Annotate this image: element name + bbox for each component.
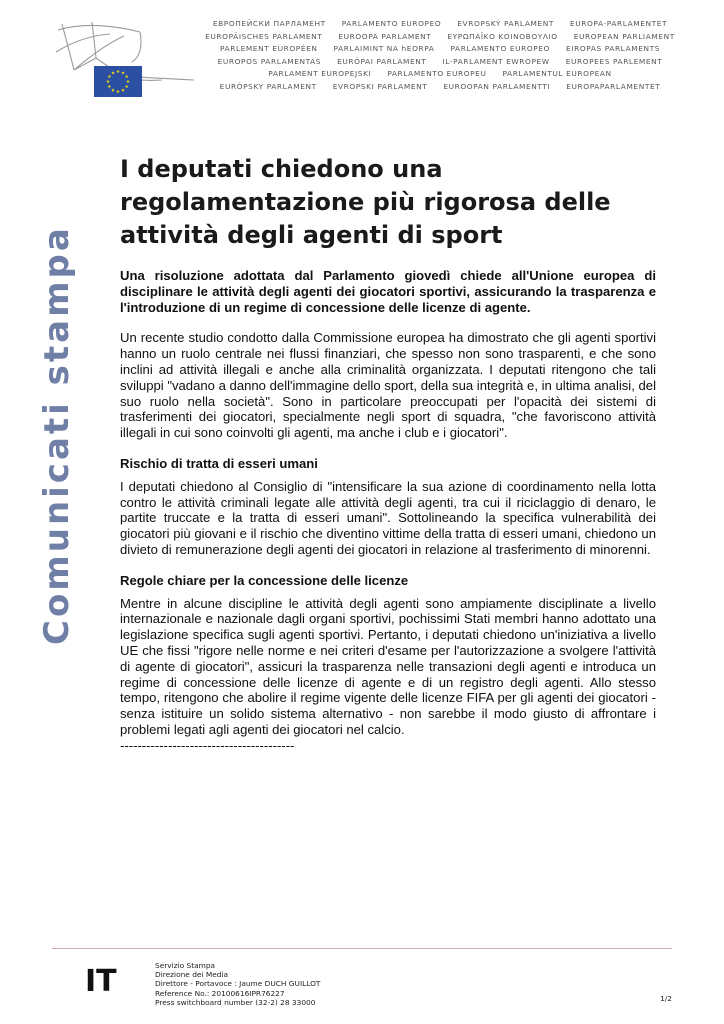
parliament-name: PARLAMENTUL EUROPEAN	[502, 69, 612, 79]
parliament-name: EUROPEAN PARLIAMENT	[573, 31, 675, 41]
parliament-names-row	[180, 31, 700, 44]
parliament-name: EUROPA-PARLAMENTET	[569, 19, 668, 28]
language-code: IT	[85, 964, 117, 999]
footer-divider	[52, 948, 672, 949]
parliament-name: PARLAMENTO EUROPEU	[387, 69, 487, 79]
footer-line: Servizio Stampa	[155, 961, 216, 970]
press-service-info	[155, 961, 320, 1007]
parliament-names-row	[180, 56, 700, 69]
footer-line: Direttore - Portavoce : Jaume DUCH GUILLOT	[155, 979, 321, 989]
page-number: 1/2	[660, 994, 672, 1003]
subheading-trafficking: Rischio di tratta di esseri umani	[120, 455, 318, 471]
parliament-name: ЕВРОПЕЙСКИ ПАРЛАМЕНТ	[212, 19, 326, 28]
parliament-name: PARLAMENT EUROPEJSKI	[268, 69, 372, 79]
parliament-name: EURÓPSKY PARLAMENT	[219, 81, 317, 91]
body-paragraph-2: I deputati chiedono al Consiglio di "intensificare la sua azione di coordinamento nella lotta contro le attività criminali legate alle attività degli agenti, tra cui il riciclaggio di denaro, le partite truccate e la tratta di esseri umani". Sottolineando la specifica vulnerabilità dei giocatori più giovani e il rischio che diventino vittime della tratta di esseri umani, chiedono un divieto di remunerazione degli agenti dei giocatori in relazione al trasferimento di minorenni.	[120, 478, 656, 557]
parliament-names-row	[180, 43, 700, 56]
parliament-name: EUROPOS PARLAMENTAS	[217, 56, 322, 66]
parliament-name: EUROOPA PARLAMENT	[338, 31, 432, 41]
body-paragraph-3: Mentre in alcune discipline le attività degli agenti sono ampiamente disciplinate a livello internazionale e nazionale dagli organi sportivi, pochissimi Stati membri hanno adottato una legislazione specifica sugli agenti sportivi. Pertanto, i deputati chiedono un'iniziativa a livello UE che fissi "rigore nelle norme e nei criteri d'esame per l'autorizzazione a svolgere l'attività di agente di giocatori", assicuri la trasparenza nelle transazioni degli agenti e introduca un regime di concessione delle licenze di agente e di un registro degli agenti. Allo stesso tempo, ritengono che abolire il regime vigente delle licenze FIFA per gli agenti dei giocatori - senza istituire un solido sistema alternativo - non sarebbe il modo giusto di affrontare i problemi legati agli agenti dei giocatori nel calcio.	[120, 595, 656, 737]
parliament-name: ΕΥΡΩΠΑΪΚΟ ΚΟΙΝΟΒΟΥΛΙΟ	[447, 31, 558, 41]
parliament-name: PARLAIMINT NA hEORPA	[333, 44, 435, 54]
parliament-name: PARLAMENTO EUROPEO	[341, 19, 442, 28]
lead-paragraph: Una risoluzione adottata dal Parlamento giovedì chiede all'Unione europea di disciplinare le attività degli agenti dei giocatori sportivi, assicurando la trasparenza e l'introduzione di un regime di concessione delle licenze di agente.	[120, 268, 656, 315]
subheading-licences: Regole chiare per la concessione delle licenze	[120, 572, 409, 588]
page-title: I deputati chiedono una regolamentazione più rigorosa delle attività degli agenti di sport	[120, 155, 611, 249]
side-title: Comunicati stampa	[37, 225, 77, 645]
parliament-name: PARLAMENTO EUROPEO	[450, 44, 551, 54]
parliament-name: PARLEMENT EUROPÉEN	[219, 44, 318, 54]
article-body	[120, 268, 656, 769]
body-paragraph-1: Un recente studio condotto dalla Commissione europea ha dimostrato che gli agenti sportivi hanno un ruolo centrale nei flussi finanziari, che spesso non sono trasparenti, e che sono inclini ad attività illegali e anche alla criminalità organizzata. I deputati ritengono che tali sviluppi "vadano a danno dell'immagine dello sport, della sua integrità e, in ultima analisi, del suo ruolo nella società". Sono in particolare preoccupati per l'opacità dei sistemi di trasferimenti dei giocatori, specialmente negli sport di squadra, "che favoriscono attività illegali in cui sono coinvolti gli agenti, ma anche i club e i giocatori".	[120, 330, 656, 441]
footer-line: Direzione dei Media	[155, 970, 229, 980]
parliament-name: EIROPAS PARLAMENTS	[566, 44, 661, 54]
parliament-name: EURÓPAI PARLAMENT	[337, 56, 427, 66]
parliament-name: EUROPÄISCHES PARLAMENT	[205, 31, 323, 41]
parliament-name: EUROPEES PARLEMENT	[565, 56, 663, 66]
parliament-names	[180, 18, 700, 94]
parliament-name: EVROPSKI PARLAMENT	[332, 81, 428, 91]
parliament-name: EUROPAPARLAMENTET	[566, 81, 661, 91]
parliament-names-row	[180, 68, 700, 81]
parliament-names-row	[180, 81, 700, 94]
parliament-name: IL-PARLAMENT EWROPEW	[442, 56, 550, 66]
footer-line: Reference No.: 20100616IPR76227	[155, 988, 285, 998]
end-separator: ----------------------------------------	[120, 737, 295, 753]
parliament-name: EVROPSKÝ PARLAMENT	[457, 19, 554, 28]
parliament-name: EUROOPAN PARLAMENTTI	[443, 81, 551, 91]
footer-line: Press switchboard number (32-2) 28 33000	[155, 997, 316, 1007]
parliament-names-row	[180, 18, 700, 31]
